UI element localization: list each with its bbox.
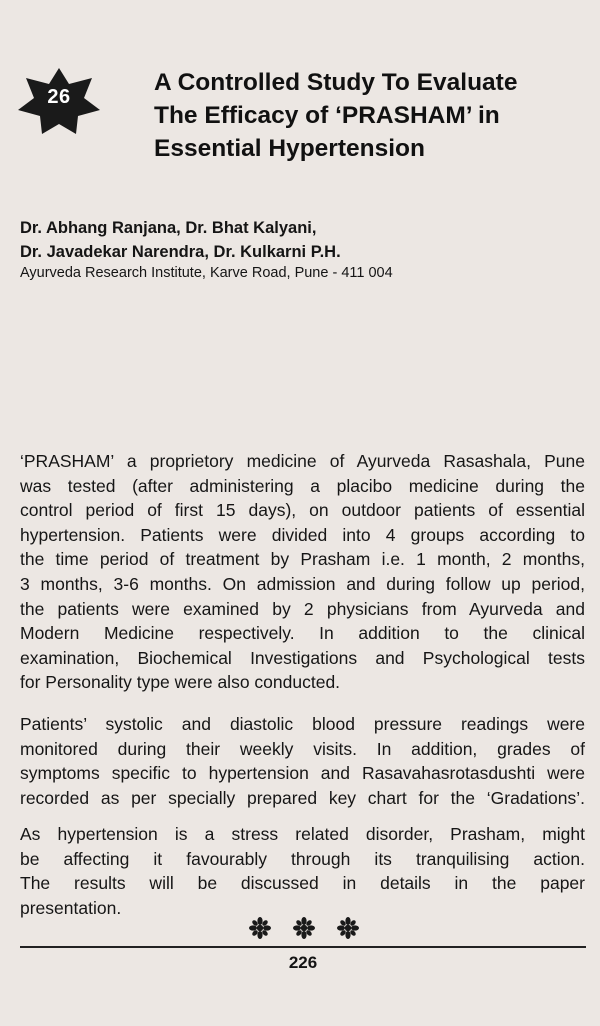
section-number-badge bbox=[16, 66, 102, 136]
text-line: monitored during their weekly visits. In addition, grades of bbox=[20, 738, 585, 759]
text-line: recorded as per specially prepared key chart for the ‘Gradations’. bbox=[20, 787, 585, 808]
text-line: for Personality type were also conducted. bbox=[20, 672, 341, 693]
author-line: Dr. Javadekar Narendra, Dr. Kulkarni P.H. bbox=[20, 243, 341, 261]
text-line: presentation. bbox=[20, 897, 122, 918]
text-line: Modern Medicine respectively. In addition to the clinical bbox=[20, 623, 585, 644]
author-list bbox=[20, 216, 580, 264]
abstract-paragraph-2 bbox=[20, 712, 585, 810]
text-line: hypertension. Patients were divided into 4 groups according to bbox=[20, 524, 585, 545]
text-line: The results will be discussed in details in the paper bbox=[20, 873, 585, 894]
text-line: ‘PRASHAM’ a proprietory medicine of Ayurveda Rasashala, Pune bbox=[20, 451, 585, 471]
text-line: Patients’ systolic and diastolic blood pressure readings were bbox=[20, 714, 585, 734]
page-number: 226 bbox=[288, 953, 318, 972]
article-title bbox=[154, 66, 574, 165]
affiliation: Ayurveda Research Institute, Karve Road, Pune - 411 004 bbox=[20, 265, 393, 281]
footer-divider bbox=[20, 946, 586, 948]
title-line: Essential Hypertension bbox=[154, 135, 425, 162]
title-line: A Controlled Study To Evaluate bbox=[154, 69, 518, 96]
text-line: As hypertension is a stress related disorder, Prasham, might bbox=[20, 824, 585, 844]
title-line: The Efficacy of ‘PRASHAM’ in bbox=[154, 102, 500, 129]
floral-ornament-icon bbox=[292, 916, 316, 940]
text-line: be affecting it favourably through its tranquilising action. bbox=[20, 848, 585, 869]
text-line: the time period of treatment by Prasham i.e. 1 month, 2 months, bbox=[20, 549, 585, 570]
text-line: examination, Biochemical Investigations and Psychological tests bbox=[20, 647, 585, 668]
floral-ornament-icon bbox=[336, 916, 360, 940]
abstract-paragraph-1 bbox=[20, 449, 585, 695]
author-line: Dr. Abhang Ranjana, Dr. Bhat Kalyani, bbox=[20, 219, 317, 237]
text-line: 3 months, 3-6 months. On admission and during follow up period, bbox=[20, 573, 585, 594]
floral-ornament-icon bbox=[248, 916, 272, 940]
abstract-paragraph-3 bbox=[20, 822, 585, 920]
text-line: was tested (after administering a placibo medicine during the bbox=[20, 475, 585, 496]
section-end-ornaments bbox=[248, 916, 360, 942]
text-line: symptoms specific to hypertension and Rasavahasrotasdushti were bbox=[20, 763, 585, 784]
text-line: the patients were examined by 2 physicians from Ayurveda and bbox=[20, 598, 585, 619]
section-number: 26 bbox=[47, 86, 71, 108]
text-line: control period of first 15 days), on outdoor patients of essential bbox=[20, 500, 585, 521]
